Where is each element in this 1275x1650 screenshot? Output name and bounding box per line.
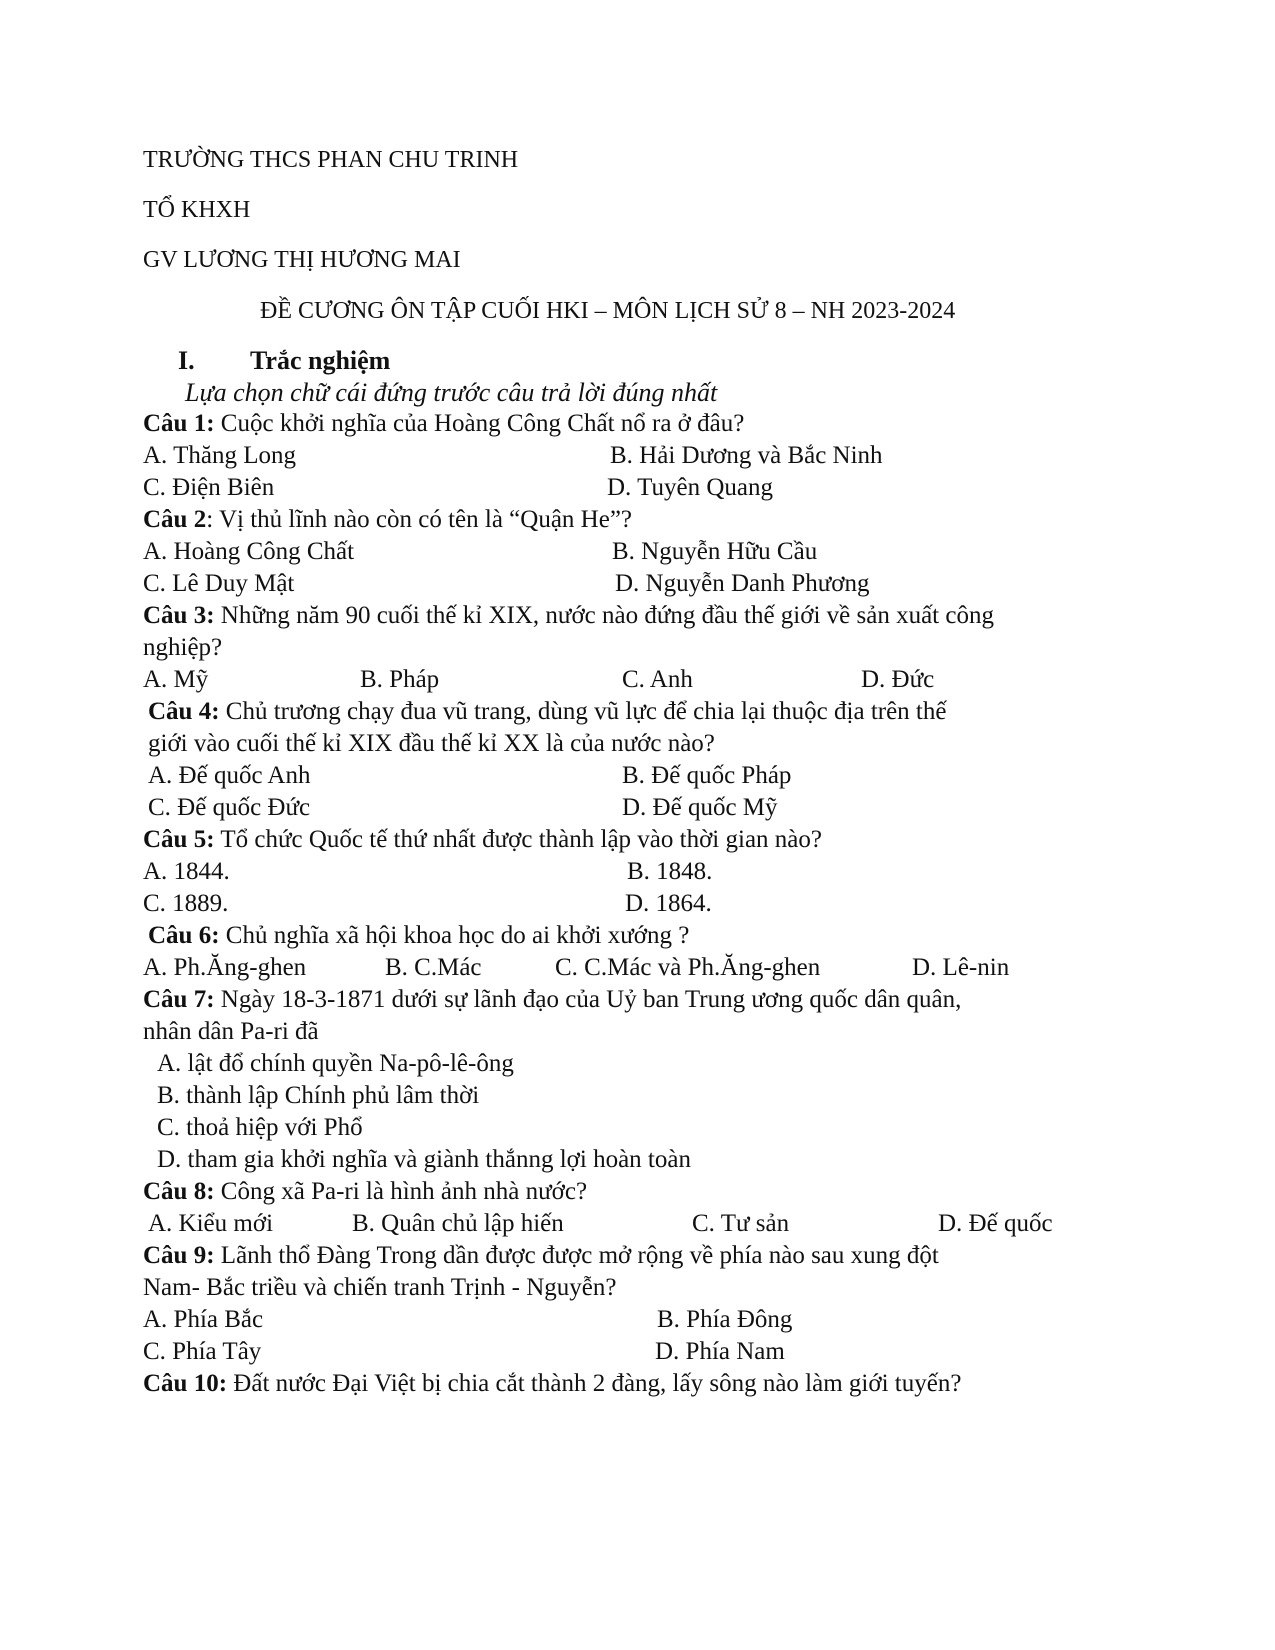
question-label: Câu 10:: [143, 1370, 228, 1397]
question-label: Câu 2: [143, 506, 207, 533]
option-d: D. Phía Nam: [655, 1338, 785, 1365]
option-c: C. Điện Biên: [143, 474, 275, 501]
option-b: B. Nguyễn Hữu Cầu: [612, 538, 818, 565]
question-5: [143, 825, 822, 855]
option-c: C. Đế quốc Đức: [148, 794, 311, 821]
question-text: Tổ chức Quốc tế thứ nhất được thành lập vào thời gian nào?: [214, 826, 822, 853]
option-b: B. Pháp: [360, 666, 440, 693]
question-1: [143, 409, 744, 439]
option-c: C. 1889.: [143, 890, 229, 917]
question-6: [148, 921, 689, 951]
question-label: Câu 4:: [148, 698, 220, 725]
option-d: D. Đế quốc: [938, 1210, 1053, 1237]
option-a: A. Kiểu mới: [148, 1210, 274, 1237]
school-name: TRƯỜNG THCS PHAN CHU TRINH: [143, 147, 519, 173]
option-c: C. C.Mác và Ph.Ăng-ghen: [555, 954, 821, 981]
option-c: C. Anh: [622, 666, 693, 693]
question-text-cont: nghiệp?: [143, 634, 223, 661]
question-text: Lãnh thổ Đàng Trong dần được được mở rộng về phía nào sau xung đột: [214, 1242, 939, 1269]
option-c: C. Phía Tây: [143, 1338, 262, 1365]
question-text: Công xã Pa-ri là hình ảnh nhà nước?: [214, 1178, 588, 1205]
question-text: Chủ nghĩa xã hội khoa học do ai khởi xướng ?: [219, 922, 690, 949]
option-d: D. Đế quốc Mỹ: [622, 794, 778, 821]
section-number: I.: [178, 346, 195, 375]
option-d: D. Lê-nin: [912, 954, 1010, 981]
question-2: [143, 505, 632, 535]
instruction: Lựa chọn chữ cái đứng trước câu trả lời đúng nhất: [185, 378, 718, 407]
question-4: [148, 697, 946, 727]
section-title: Trắc nghiệm: [250, 346, 391, 375]
question-8: [143, 1177, 587, 1207]
option-a: A. Ph.Ăng-ghen: [143, 954, 307, 981]
question-text: : Vị thủ lĩnh nào còn có tên là “Quận He”?: [206, 506, 633, 533]
option-a: A. lật đổ chính quyền Na-pô-lê-ông: [157, 1050, 514, 1077]
question-text: Những năm 90 cuối thế kỉ XIX, nước nào đứng đầu thế giới về sản xuất công: [214, 602, 994, 629]
option-a: A. Mỹ: [143, 666, 209, 693]
question-label: Câu 5:: [143, 826, 215, 853]
option-d: D. Đức: [861, 666, 935, 693]
question-text-cont: Nam- Bắc triều và chiến tranh Trịnh - Nguyễn?: [143, 1274, 617, 1301]
option-b: B. Đế quốc Pháp: [622, 762, 792, 789]
question-10: [143, 1369, 961, 1399]
option-b: B. thành lập Chính phủ lâm thời: [157, 1082, 480, 1109]
option-a: A. 1844.: [143, 858, 230, 885]
option-c: C. Tư sản: [692, 1210, 790, 1237]
option-a: A. Hoàng Công Chất: [143, 538, 355, 565]
option-a: A. Đế quốc Anh: [148, 762, 311, 789]
option-b: B. Quân chủ lập hiến: [352, 1210, 564, 1237]
department-name: TỔ KHXH: [143, 197, 251, 223]
question-text: Chủ trương chạy đua vũ trang, dùng vũ lực để chia lại thuộc địa trên thế: [219, 698, 947, 725]
question-label: Câu 1:: [143, 410, 215, 437]
option-d: D. 1864.: [625, 890, 712, 917]
question-9: [143, 1241, 939, 1271]
document-title: ĐỀ CƯƠNG ÔN TẬP CUỐI HKI – MÔN LỊCH SỬ 8 – NH 2023-2024: [260, 298, 956, 324]
option-b: B. 1848.: [627, 858, 713, 885]
option-c: C. thoả hiệp với Phổ: [157, 1114, 363, 1141]
option-b: B. C.Mác: [385, 954, 482, 981]
option-c: C. Lê Duy Mật: [143, 570, 295, 597]
question-label: Câu 7:: [143, 986, 215, 1013]
question-text-cont: nhân dân Pa-ri đã: [143, 1018, 319, 1045]
option-d: D. Nguyễn Danh Phương: [615, 570, 870, 597]
option-a: A. Thăng Long: [143, 442, 296, 469]
question-label: Câu 8:: [143, 1178, 215, 1205]
question-text: Ngày 18-3-1871 dưới sự lãnh đạo của Uỷ ban Trung ương quốc dân quân,: [214, 986, 962, 1013]
question-text-cont: giới vào cuối thế kỉ XIX đầu thế kỉ XX là của nước nào?: [148, 730, 715, 757]
option-b: B. Phía Đông: [657, 1306, 793, 1333]
question-label: Câu 9:: [143, 1242, 215, 1269]
question-label: Câu 6:: [148, 922, 220, 949]
question-text: Đất nước Đại Việt bị chia cắt thành 2 đàng, lấy sông nào làm giới tuyến?: [227, 1370, 962, 1397]
option-d: D. tham gia khởi nghĩa và giành thắnng lợi hoàn toàn: [157, 1146, 691, 1173]
question-7: [143, 985, 961, 1015]
option-b: B. Hải Dương và Bắc Ninh: [610, 442, 883, 469]
question-3: [143, 601, 994, 631]
question-label: Câu 3:: [143, 602, 215, 629]
option-a: A. Phía Bắc: [143, 1306, 264, 1333]
option-d: D. Tuyên Quang: [607, 474, 773, 501]
question-text: Cuộc khởi nghĩa của Hoàng Công Chất nổ ra ở đâu?: [214, 410, 745, 437]
teacher-name: GV LƯƠNG THỊ HƯƠNG MAI: [143, 247, 461, 273]
